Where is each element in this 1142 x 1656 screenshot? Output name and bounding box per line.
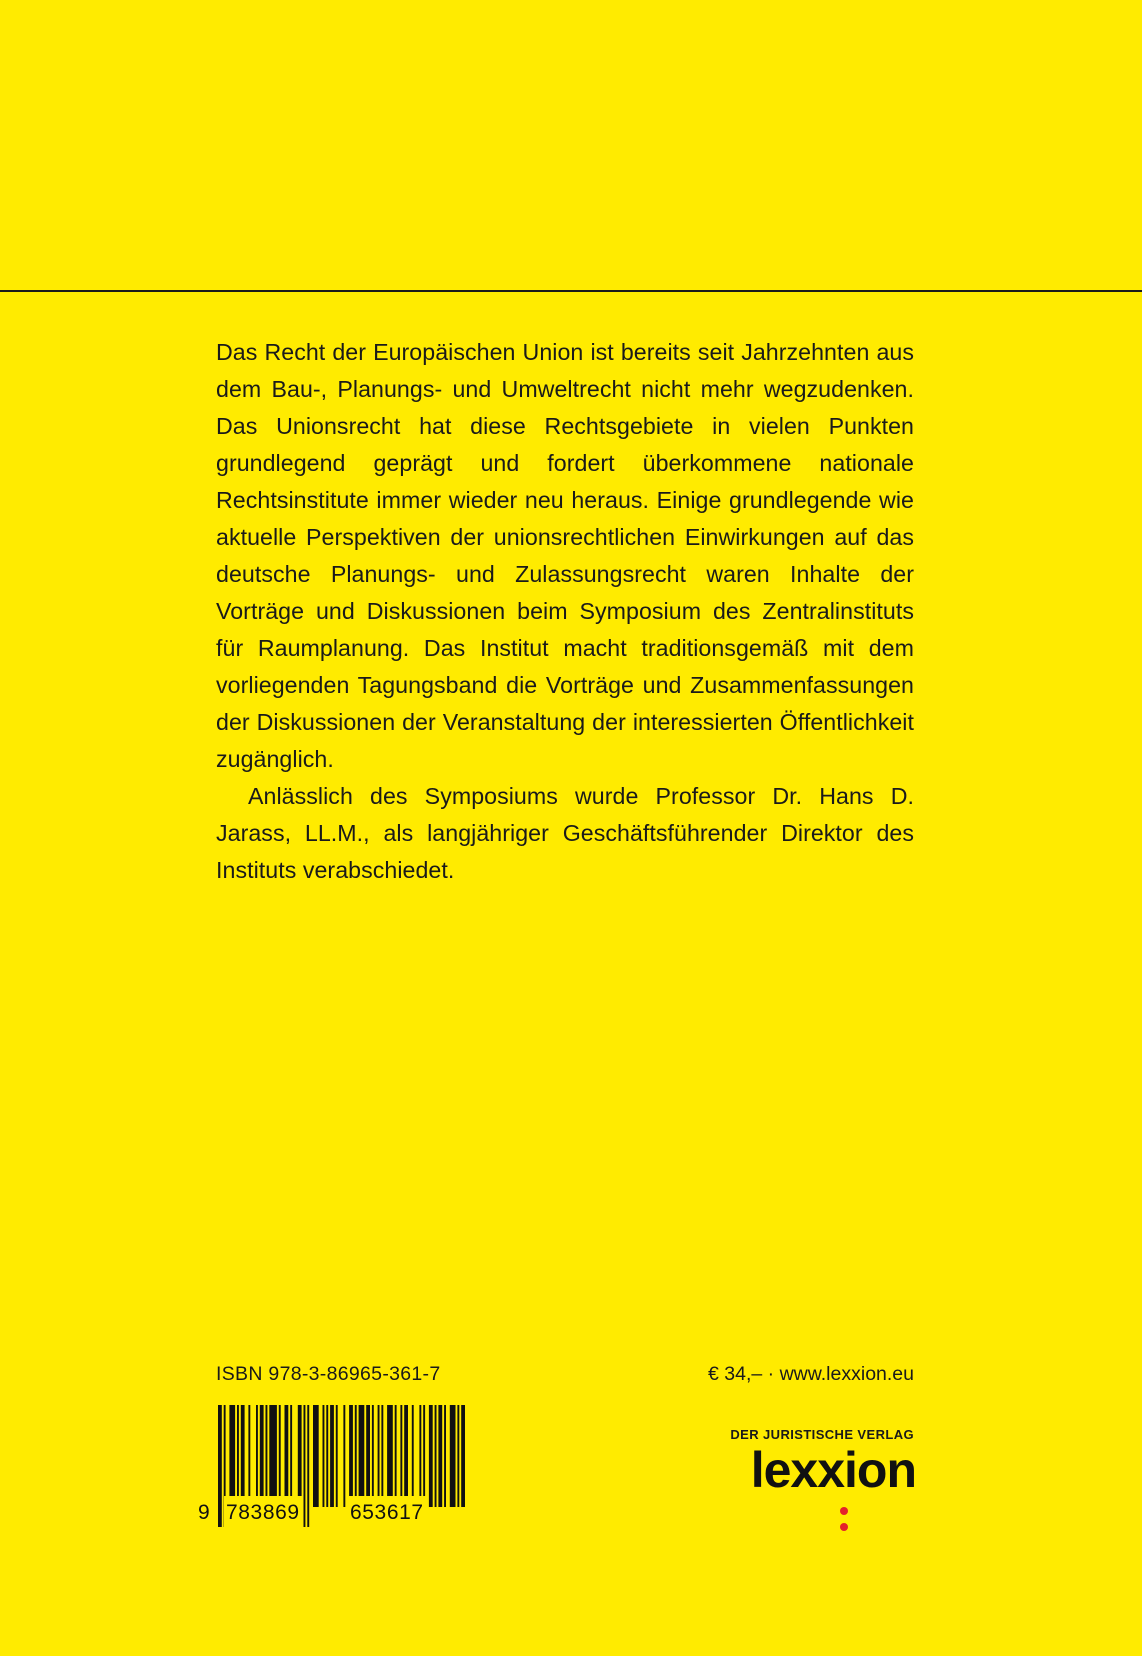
blurb-paragraph-1: Das Recht der Europäischen Union ist bereits seit Jahrzehnten aus dem Bau-, Planungs- und Umweltrecht nicht mehr wegzudenken. Das Unionsrecht hat diese Rechtsgebiete in vielen Punkten grundlegend geprägt und fordert überkommene nationale Rechtsinstitute immer wieder neu heraus. Einige grundlegende wie aktuelle Perspektiven der unionsrechtlichen Einwirkungen auf das deutsche Planungs- und Zulassungsrecht waren Inhalte der Vorträge und Diskussionen beim Symposium des Zentralinstituts für Raumplanung. Das Institut macht traditionsgemäß mit dem vorliegenden Tagungsband die Vorträge und Zusammenfassungen der Diskussionen der Veranstaltung der interessierten Öffentlichkeit zugänglich. [216, 339, 914, 772]
barcode-bar [395, 1405, 397, 1507]
barcode-bar [444, 1405, 446, 1507]
barcode-bar [359, 1405, 365, 1507]
barcode-bar [438, 1405, 442, 1507]
barcode-bar [298, 1405, 302, 1507]
barcode-bar [450, 1405, 456, 1507]
barcode-bar [419, 1405, 421, 1507]
publisher-logo: lexxion [750, 1442, 916, 1498]
barcode-bar [279, 1405, 281, 1507]
barcode-bar [326, 1405, 328, 1507]
barcode-bar [457, 1405, 459, 1507]
barcode-bar [256, 1405, 258, 1507]
barcode-bar [266, 1405, 268, 1507]
logo-colon-dots-icon [839, 1506, 849, 1534]
barcode-bar [285, 1405, 289, 1507]
barcode-bar [229, 1405, 235, 1507]
barcode-bar [343, 1405, 345, 1507]
barcode-bar [372, 1405, 374, 1507]
barcode-digits [196, 1496, 472, 1530]
barcode-bar [323, 1405, 325, 1507]
barcode-bar [269, 1405, 277, 1507]
barcode-bar [400, 1405, 402, 1507]
isbn-label: ISBN 978-3-86965-361-7 [216, 1363, 441, 1385]
price-and-website: € 34,– · www.lexxion.eu [708, 1363, 914, 1385]
barcode-bar [378, 1405, 380, 1507]
back-cover-blurb [216, 334, 914, 889]
barcode-bar [435, 1405, 437, 1507]
barcode-bar [404, 1405, 408, 1507]
barcode-bar [241, 1405, 245, 1507]
barcode-digit-group-1: 783869 [224, 1496, 302, 1530]
barcode-bar [355, 1405, 357, 1507]
barcode-bar [412, 1405, 414, 1507]
barcode-bar [248, 1405, 250, 1507]
barcode-bar [336, 1405, 338, 1507]
barcode-bar [349, 1405, 353, 1507]
barcode-bar [461, 1405, 465, 1507]
publisher-tagline: DER JURISTISCHE VERLAG [730, 1427, 914, 1442]
barcode-bar [313, 1405, 319, 1507]
barcode-digit-group-2: 653617 [348, 1496, 426, 1530]
barcode-bar [429, 1405, 433, 1507]
barcode-bar [260, 1405, 264, 1507]
barcode-bar [330, 1405, 334, 1507]
blurb-paragraph-2: Anlässlich des Symposiums wurde Professor Dr. Hans D. Jarass, LL.M., als langjähriger Geschäftsführender Direktor des Instituts verabschiedet. [216, 783, 914, 883]
barcode-bar [423, 1405, 425, 1507]
barcode-bar [237, 1405, 239, 1507]
barcode-bar [366, 1405, 370, 1507]
barcode-bar [290, 1405, 292, 1507]
barcode-digit-first: 9 [196, 1496, 212, 1530]
horizontal-divider [0, 290, 1142, 292]
